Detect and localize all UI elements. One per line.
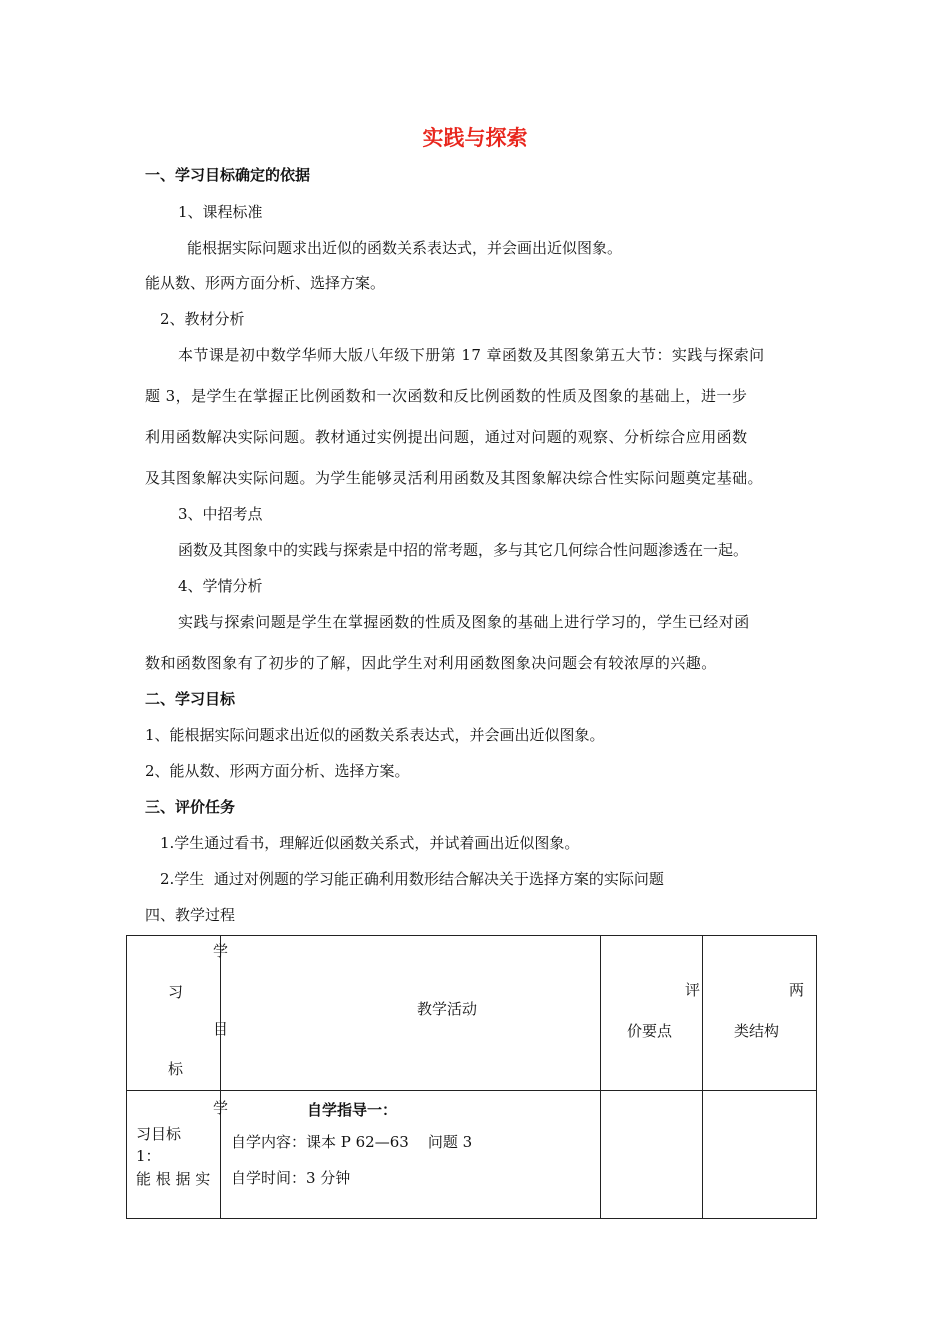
header-text: 两	[789, 981, 805, 999]
section4-heading: 四、教学过程	[145, 906, 236, 924]
cell-text: 能 根 据 实	[136, 1170, 211, 1188]
paragraph-line: 题 3，是学生在掌握正比例函数和一次函数和反比例函数的性质及图象的基础上，进一步	[145, 387, 748, 405]
section3-heading: 三、评价任务	[145, 798, 236, 816]
paragraph-line: 能根据实际问题求出近似的函数关系表达式，并会画出近似图象。	[187, 239, 623, 257]
self-study-time: 自学时间：3 分钟	[231, 1169, 351, 1187]
header-text: 类结构	[734, 1022, 780, 1040]
header-text: 教学活动	[417, 1000, 478, 1018]
table-header-row	[127, 936, 817, 1091]
section2-heading: 二、学习目标	[145, 690, 236, 708]
header-cell-activity	[221, 936, 601, 1091]
paragraph-line: 数和函数图象有了初步的了解，因此学生对利用函数图象决问题会有较浓厚的兴趣。	[145, 654, 717, 672]
goal-item: 1、能根据实际问题求出近似的函数关系表达式，并会画出近似图象。	[145, 726, 605, 744]
row-cell-goal	[127, 1091, 229, 1219]
page-title: 实践与探索	[422, 126, 528, 150]
paragraph-line: 实践与探索问题是学生在掌握函数的性质及图象的基础上进行学习的，学生已经对函	[178, 613, 750, 631]
header-text: 价要点	[627, 1022, 673, 1040]
row-cell-activity	[221, 1091, 601, 1219]
goal-item: 2、能从数、形两方面分析、选择方案。	[145, 762, 410, 780]
cell-text: 习目标	[136, 1125, 182, 1143]
subheading-student-analysis: 4、学情分析	[178, 577, 263, 595]
header-cell-structure	[703, 936, 817, 1091]
header-cell-goal	[127, 936, 229, 1091]
table-row	[127, 1091, 817, 1219]
header-text: 目	[213, 1020, 229, 1038]
paragraph-line: 能从数、形两方面分析、选择方案。	[145, 274, 386, 292]
header-text: 习	[168, 983, 184, 1001]
cell-text: 学	[213, 1099, 229, 1117]
teaching-process-table	[126, 935, 817, 1219]
subheading-textbook: 2、教材分析	[160, 310, 245, 328]
row-cell-structure	[703, 1091, 817, 1219]
header-text: 学	[213, 942, 229, 960]
task-item: 1.学生通过看书，理解近似函数关系式，并试着画出近似图象。	[160, 834, 580, 852]
paragraph-line: 利用函数解决实际问题。教材通过实例提出问题，通过对问题的观察、分析综合应用函数	[145, 428, 748, 446]
header-text: 标	[168, 1060, 184, 1078]
subheading-curriculum: 1、课程标准	[178, 203, 263, 221]
header-text: 评	[685, 981, 701, 999]
header-cell-evaluation	[601, 936, 703, 1091]
paragraph-line: 本节课是初中数学华师大版八年级下册第 17 章函数及其图象第五大节：实践与探索问	[178, 346, 765, 364]
section1-heading: 一、学习目标确定的依据	[145, 166, 311, 184]
paragraph-line: 及其图象解决实际问题。为学生能够灵活利用函数及其图象解决综合性实际问题奠定基础。	[145, 469, 764, 487]
subheading-exam-points: 3、中招考点	[178, 505, 263, 523]
cell-text: 1：	[136, 1147, 161, 1165]
guide-heading: 自学指导一：	[307, 1101, 398, 1119]
task-item: 2.学生 通过对例题的学习能正确利用数形结合解决关于选择方案的实际问题	[160, 870, 664, 888]
self-study-content: 自学内容：课本 P 62—63 问题 3	[231, 1133, 473, 1151]
paragraph-line: 函数及其图象中的实践与探索是中招的常考题，多与其它几何综合性问题渗透在一起。	[178, 541, 749, 559]
row-cell-evaluation	[601, 1091, 703, 1219]
